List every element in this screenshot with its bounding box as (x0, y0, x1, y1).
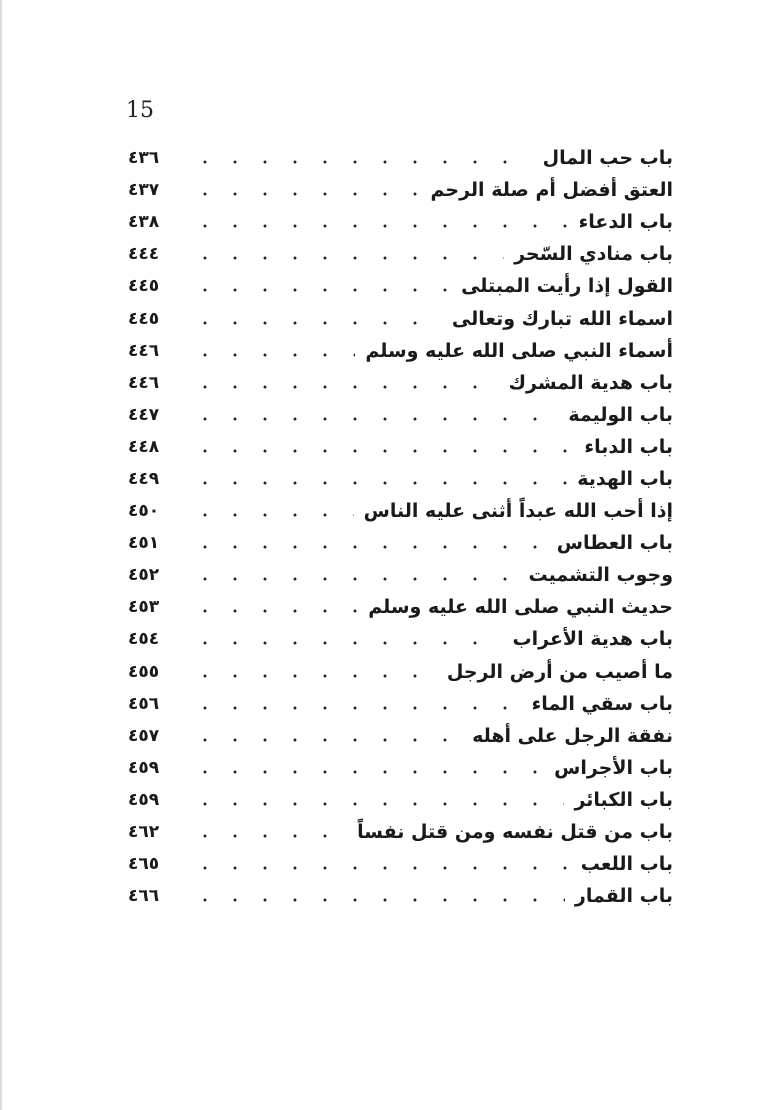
dot-leader (190, 160, 533, 164)
toc-entry (128, 559, 673, 591)
toc-entry-title: باب الوليمة (568, 403, 673, 426)
table-of-contents (128, 142, 673, 912)
toc-entry-page-number: ٤٦٢ (128, 822, 160, 843)
toc-entry (128, 720, 673, 752)
toc-entry (128, 431, 673, 463)
toc-entry (128, 238, 673, 270)
toc-entry-title: باب العطاس (556, 532, 673, 555)
toc-entry (128, 527, 673, 559)
dot-leader (190, 898, 565, 902)
dot-leader (190, 224, 569, 228)
toc-entry (128, 880, 673, 912)
dot-leader (190, 288, 451, 292)
toc-entry (128, 848, 673, 880)
dot-leader (190, 866, 571, 870)
page-number: 15 (126, 98, 154, 123)
toc-entry (128, 270, 673, 302)
toc-entry (128, 463, 673, 495)
toc-entry-page-number: ٤٥٢ (128, 565, 160, 586)
toc-entry-title: باب من قتل نفسه ومن قتل نفساً (357, 821, 673, 844)
toc-entry-page-number: ٤٥٧ (128, 725, 160, 746)
toc-entry-title: باب هدية الأعراب (512, 628, 673, 651)
toc-entry-title: باب منادي السّحر (514, 243, 673, 266)
toc-entry-page-number: ٤٤٧ (128, 404, 160, 425)
toc-entry-title: اسماء الله تبارك وتعالى (451, 307, 673, 330)
toc-entry-title: ما أصيب من أرض الرجل (446, 660, 673, 683)
dot-leader (190, 770, 544, 774)
dot-leader (190, 706, 522, 710)
toc-entry-page-number: ٤٤٦ (128, 340, 160, 361)
toc-entry-title: باب القمار (574, 885, 673, 908)
toc-entry-title: باب حب المال (542, 147, 673, 170)
toc-entry (128, 591, 673, 623)
toc-entry-title: العتق أفضل أم صلة الرحم (430, 179, 673, 202)
toc-entry (128, 495, 673, 527)
toc-entry-title: باب الأجراس (554, 756, 673, 779)
dot-leader (190, 834, 347, 838)
toc-entry (128, 784, 673, 816)
dot-leader (190, 481, 567, 485)
toc-entry-page-number: ٤٥٩ (128, 757, 160, 778)
dot-leader (190, 385, 499, 389)
toc-entry-title: نفقة الرجل على أهله (472, 724, 673, 747)
dot-leader (190, 192, 421, 196)
dot-leader (190, 321, 442, 325)
toc-entry-title: القول إذا رأيت المبتلى (461, 275, 673, 298)
toc-entry (128, 142, 673, 174)
toc-entry-page-number: ٤٣٨ (128, 212, 160, 233)
dot-leader (190, 256, 504, 260)
toc-entry-page-number: ٤٤٨ (128, 436, 160, 457)
toc-entry-page-number: ٤٥٥ (128, 661, 160, 682)
toc-entry (128, 302, 673, 334)
dot-leader (190, 738, 462, 742)
toc-entry (128, 623, 673, 655)
dot-leader (190, 545, 547, 549)
toc-entry (128, 367, 673, 399)
toc-entry-title: باب الهدية (577, 467, 673, 490)
toc-entry-page-number: ٤٤٩ (128, 468, 160, 489)
toc-entry (128, 688, 673, 720)
toc-entry-page-number: ٤٤٦ (128, 372, 160, 393)
dot-leader (190, 674, 437, 678)
toc-entry-title: باب سقي الماء (531, 692, 673, 715)
toc-entry (128, 656, 673, 688)
dot-leader (190, 513, 354, 517)
dot-leader (190, 641, 503, 645)
toc-entry-page-number: ٤٤٥ (128, 308, 160, 329)
toc-entry-page-number: ٤٣٦ (128, 148, 160, 169)
dot-leader (190, 802, 564, 806)
toc-entry-page-number: ٤٥٤ (128, 629, 160, 650)
toc-entry-page-number: ٤٤٥ (128, 276, 160, 297)
toc-entry-title: باب اللعب (580, 853, 673, 876)
toc-entry-page-number: ٤٦٥ (128, 854, 160, 875)
toc-entry (128, 335, 673, 367)
toc-entry (128, 752, 673, 784)
dot-leader (190, 449, 574, 453)
toc-entry-page-number: ٤٥٣ (128, 597, 160, 618)
toc-entry-page-number: ٤٦٦ (128, 886, 160, 907)
toc-entry-title: باب الكبائر (574, 788, 673, 811)
toc-entry-page-number: ٤٥٦ (128, 693, 160, 714)
toc-entry-title: حديث النبي صلى الله عليه وسلم (368, 596, 673, 619)
toc-entry-page-number: ٤٥٩ (128, 789, 160, 810)
dot-leader (190, 577, 519, 581)
toc-entry (128, 399, 673, 431)
toc-entry-title: إذا أحب الله عبداً أثنى عليه الناس (363, 500, 673, 523)
dot-leader (190, 353, 355, 357)
toc-entry-title: وجوب التشميت (528, 564, 673, 587)
toc-entry-page-number: ٤٥١ (128, 533, 160, 554)
toc-entry-title: باب الدعاء (578, 211, 673, 234)
toc-entry-title: باب هدية المشرك (508, 371, 673, 394)
toc-entry-page-number: ٤٥٠ (128, 501, 160, 522)
dot-leader (190, 417, 558, 421)
page-edge (0, 0, 3, 1110)
toc-entry-title: أسماء النبي صلى الله عليه وسلم (365, 339, 673, 362)
toc-entry-page-number: ٤٣٧ (128, 180, 160, 201)
toc-entry (128, 816, 673, 848)
toc-entry-title: باب الدباء (584, 435, 673, 458)
toc-entry (128, 174, 673, 206)
toc-entry-page-number: ٤٤٤ (128, 244, 160, 265)
toc-entry (128, 206, 673, 238)
dot-leader (190, 609, 358, 613)
